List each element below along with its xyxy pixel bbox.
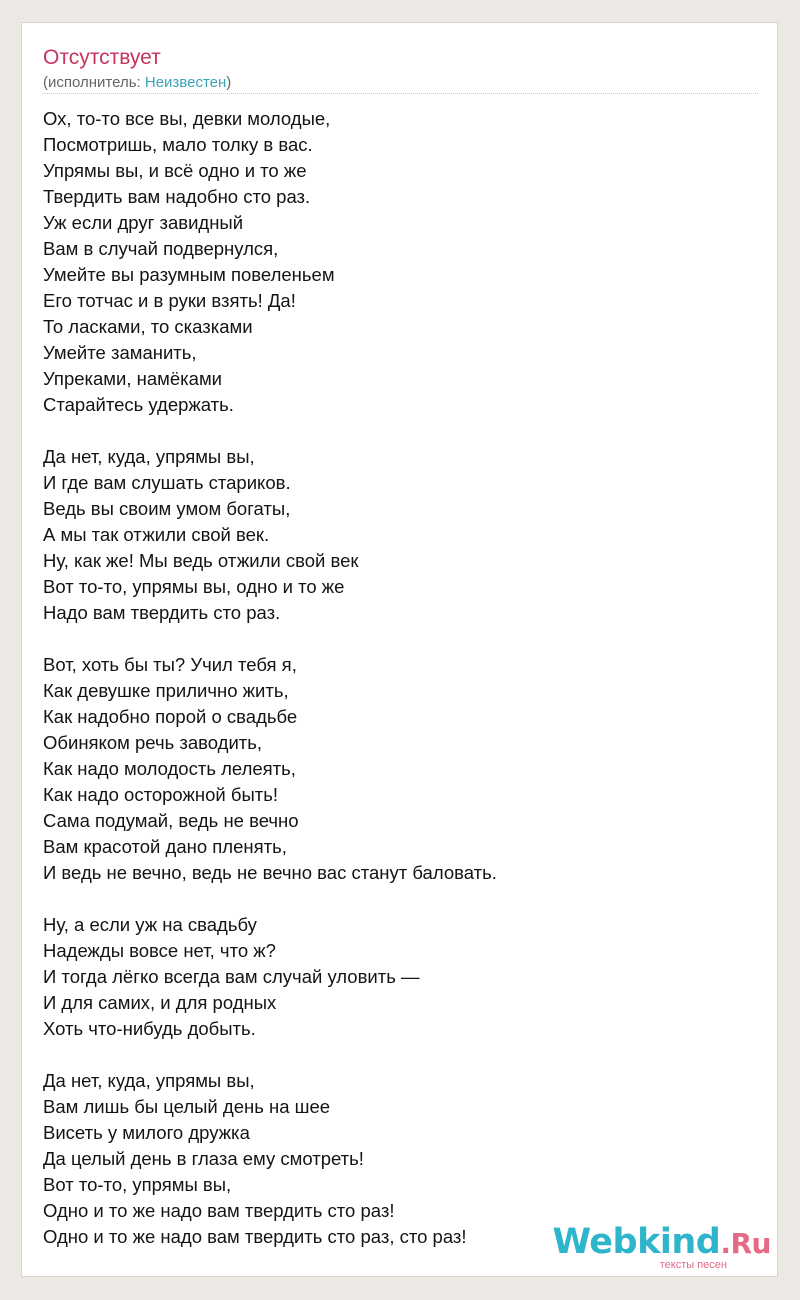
lyric-line: Твердить вам надобно сто раз. (43, 186, 311, 207)
lyric-line: Старайтесь удержать. (43, 394, 234, 415)
lyric-line: Хоть что-нибудь добыть. (43, 1018, 256, 1039)
lyric-line: То ласками, то сказками (43, 316, 253, 337)
lyric-line: Вот то-то, упрямы вы, (43, 1174, 232, 1195)
lyric-line: Вот то-то, упрямы вы, одно и то же (43, 576, 345, 597)
lyrics-stanza (43, 652, 758, 886)
artist-link[interactable]: Неизвестен (144, 74, 227, 91)
logo-main-text: Webkind (552, 1222, 721, 1262)
lyric-line: Одно и то же надо вам твердить сто раз! (43, 1200, 395, 1221)
lyric-line: Посмотришь, мало толку в вас. (43, 134, 313, 155)
lyric-line: Ведь вы своим умом богаты, (43, 498, 291, 519)
lyric-line: И тогда лёгко всегда вам случай уловить — (43, 966, 420, 987)
lyric-line: Вам лишь бы целый день на шее (43, 1096, 331, 1117)
lyric-line: Как надобно порой о свадьбе (43, 706, 298, 727)
logo-suffix: .Ru (720, 1227, 771, 1260)
lyric-line: Обиняком речь заводить, (43, 732, 263, 753)
lyric-line: И для самих, и для родных (43, 992, 277, 1013)
lyrics-stanza (43, 444, 758, 626)
lyric-line: Да нет, куда, упрямы вы, (43, 1070, 255, 1091)
title-divider (43, 93, 758, 94)
lyrics-body (43, 106, 758, 1276)
lyric-line: Умейте заманить, (43, 342, 197, 363)
lyric-line: И где вам слушать стариков. (43, 472, 291, 493)
artist-line (43, 74, 231, 92)
lyric-line: Вот, хоть бы ты? Учил тебя я, (43, 654, 297, 675)
lyrics-stanza (43, 106, 758, 418)
lyric-line: И ведь не вечно, ведь не вечно вас станут баловать. (43, 862, 497, 883)
artist-prefix: (исполнитель: (43, 74, 145, 91)
lyric-line: Вам красотой дано пленять, (43, 836, 287, 857)
lyric-line: Ну, как же! Мы ведь отжили свой век (43, 550, 359, 571)
logo-wordmark (552, 1224, 771, 1262)
artist-suffix: ) (226, 74, 232, 91)
lyric-line: Упреками, намёками (43, 368, 222, 389)
lyric-line: Надежды вовсе нет, что ж? (43, 940, 276, 961)
lyric-line: А мы так отжили свой век. (43, 524, 270, 545)
lyric-line: Упрямы вы, и всё одно и то же (43, 160, 307, 181)
logo-tagline: тексты песен (659, 1259, 727, 1271)
lyric-line: Да нет, куда, упрямы вы, (43, 446, 255, 467)
lyric-line: Одно и то же надо вам твердить сто раз, сто раз! (43, 1226, 467, 1247)
lyric-line: Как надо осторожной быть! (43, 784, 278, 805)
webkind-logo[interactable] (552, 1224, 771, 1271)
lyric-line: Надо вам твердить сто раз. (43, 602, 281, 623)
lyric-line: Да целый день в глаза ему смотреть! (43, 1148, 364, 1169)
lyric-line: Как девушке прилично жить, (43, 680, 289, 701)
lyric-line: Вам в случай подвернулся, (43, 238, 279, 259)
lyric-line: Уж если друг завидный (43, 212, 244, 233)
lyric-line: Умейте вы разумным повеленьем (43, 264, 335, 285)
lyric-line: Как надо молодость лелеять, (43, 758, 296, 779)
lyric-line: Сама подумай, ведь не вечно (43, 810, 299, 831)
lyrics-stanza (43, 912, 758, 1042)
lyric-line: Ну, а если уж на свадьбу (43, 914, 257, 935)
lyric-line: Ох, то-то все вы, девки молодые, (43, 108, 331, 129)
lyric-line: Висеть у милого дружка (43, 1122, 250, 1143)
song-title: Отсутствует (43, 46, 161, 69)
lyric-line: Его тотчас и в руки взять! Да! (43, 290, 296, 311)
lyrics-card (21, 22, 778, 1277)
